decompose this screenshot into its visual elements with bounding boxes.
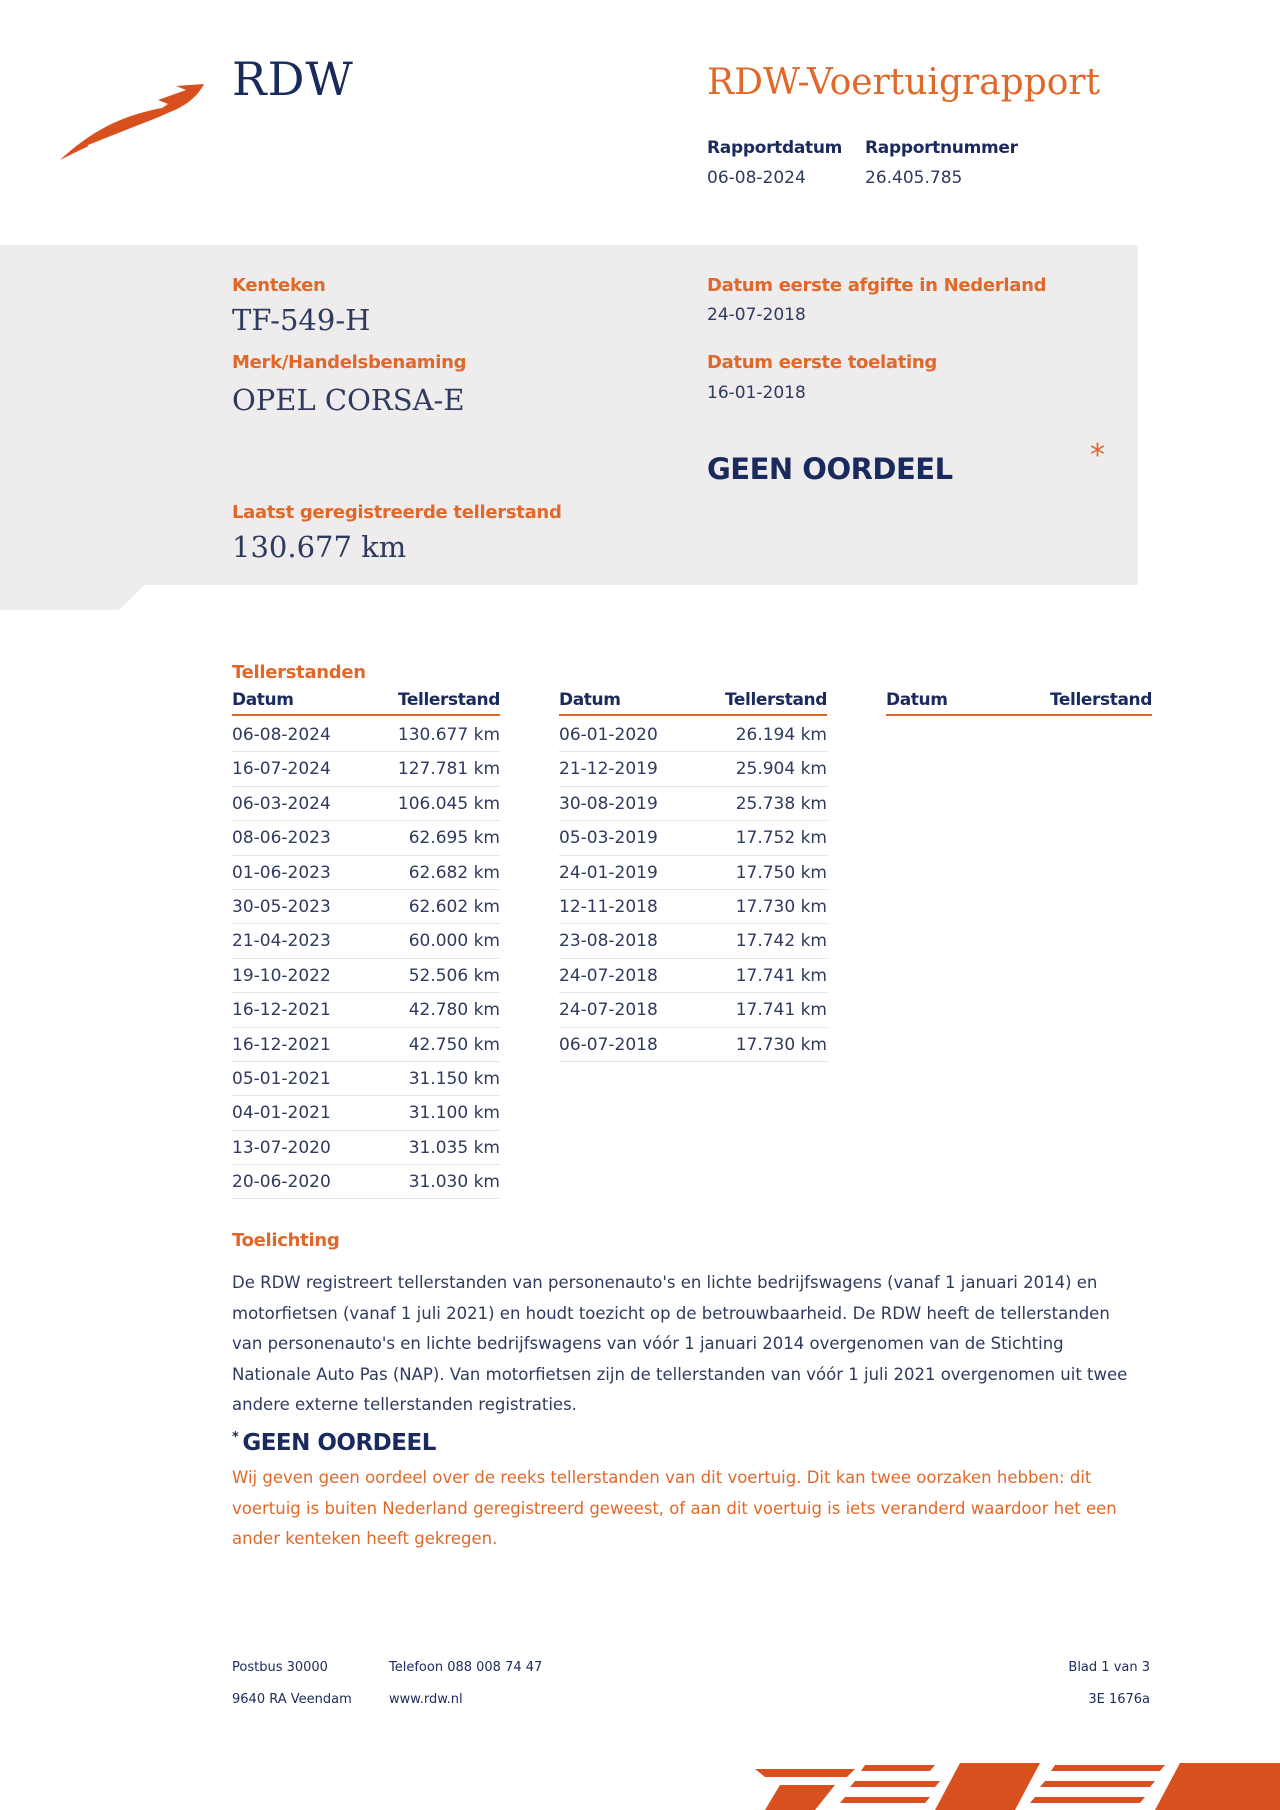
row-date: 06-08-2024 bbox=[232, 725, 331, 745]
table-row bbox=[559, 1028, 827, 1062]
table-row bbox=[232, 1096, 500, 1130]
verdict-note-title bbox=[232, 1430, 436, 1456]
table-row bbox=[559, 924, 827, 958]
table-row bbox=[232, 1062, 500, 1096]
row-reading: 31.030 km bbox=[408, 1172, 500, 1193]
row-reading: 31.035 km bbox=[408, 1137, 500, 1158]
row-date: 04-01-2021 bbox=[232, 1103, 331, 1124]
report-number-value: 26.405.785 bbox=[865, 168, 963, 188]
row-reading: 130.677 km bbox=[397, 725, 500, 745]
row-reading: 25.904 km bbox=[735, 759, 827, 780]
row-date: 06-03-2024 bbox=[232, 793, 331, 814]
row-date: 01-06-2023 bbox=[232, 862, 331, 883]
row-date: 30-08-2019 bbox=[559, 793, 658, 814]
report-date-block bbox=[707, 138, 842, 188]
report-date-value: 06-08-2024 bbox=[707, 168, 806, 188]
footer-web-link[interactable]: www.rdw.nl bbox=[389, 1692, 463, 1707]
table-row bbox=[232, 856, 500, 890]
col-date-header: Datum bbox=[559, 690, 621, 710]
row-date: 05-03-2019 bbox=[559, 828, 658, 849]
verdict-star-marker: * bbox=[1090, 438, 1105, 473]
row-date: 06-07-2018 bbox=[559, 1034, 658, 1055]
table-row bbox=[559, 752, 827, 786]
report-number-block bbox=[865, 138, 1018, 188]
col-reading-header: Tellerstand bbox=[1049, 690, 1152, 710]
row-date: 23-08-2018 bbox=[559, 931, 658, 952]
logo-text: RDW bbox=[232, 52, 354, 106]
odometer-title: Tellerstanden bbox=[232, 662, 366, 683]
footer-doc-code: 3E 1676a bbox=[1088, 1692, 1150, 1707]
table-row bbox=[232, 752, 500, 786]
row-reading: 42.780 km bbox=[408, 1000, 500, 1021]
row-reading: 62.695 km bbox=[408, 828, 500, 849]
table-row bbox=[559, 821, 827, 855]
row-date: 24-01-2019 bbox=[559, 862, 658, 883]
table-row bbox=[232, 1028, 500, 1062]
explanation-text: De RDW registreert tellerstanden van personenauto's en lichte bedrijfswagens (vanaf 1 januari 2014) en motorfietsen (vanaf 1 juli 2021) en houdt toezicht op de betrouwbaarheid. De RDW heeft de tellerstanden van personenauto's en lichte bedrijfswagens van vóór 1 januari 2014 overgenomen van de Stichting Nationale Auto Pas (NAP). Van motorfietsen zijn de tellerstanden van vóór 1 juli 2021 overgenomen uit twee andere externe tellerstanden registraties. bbox=[232, 1273, 1128, 1414]
table-row bbox=[232, 993, 500, 1027]
row-date: 13-07-2020 bbox=[232, 1137, 331, 1158]
row-reading: 17.741 km bbox=[735, 1000, 827, 1021]
make-label: Merk/Handelsbenaming bbox=[232, 352, 467, 373]
plate-label: Kenteken bbox=[232, 275, 326, 296]
odometer-column-1 bbox=[232, 690, 500, 1199]
footer-city: 9640 RA Veendam bbox=[232, 1692, 352, 1707]
vehicle-panel bbox=[0, 245, 1138, 585]
row-reading: 52.506 km bbox=[408, 965, 500, 986]
footer-stripes-icon bbox=[735, 1755, 1280, 1810]
make-value: OPEL CORSA-E bbox=[232, 383, 465, 417]
first-admission-value: 16-01-2018 bbox=[707, 383, 806, 403]
last-odo-value: 130.677 km bbox=[232, 530, 407, 564]
footer-postbus: Postbus 30000 bbox=[232, 1660, 328, 1675]
row-reading: 17.750 km bbox=[735, 862, 827, 883]
explanation-title: Toelichting bbox=[232, 1230, 340, 1251]
table-row bbox=[559, 890, 827, 924]
rdw-logo-icon bbox=[58, 82, 208, 162]
row-date: 30-05-2023 bbox=[232, 896, 331, 917]
col-reading-header: Tellerstand bbox=[724, 690, 827, 710]
report-date-label: Rapportdatum bbox=[707, 138, 843, 158]
odometer-column-2 bbox=[559, 690, 827, 1062]
row-date: 24-07-2018 bbox=[559, 1000, 658, 1021]
row-date: 24-07-2018 bbox=[559, 965, 658, 986]
row-date: 16-12-2021 bbox=[232, 1000, 331, 1021]
row-reading: 60.000 km bbox=[408, 931, 500, 952]
col-date-header: Datum bbox=[886, 690, 948, 710]
verdict-note-marker: * bbox=[232, 1430, 239, 1445]
col-reading-header: Tellerstand bbox=[397, 690, 500, 710]
row-reading: 31.100 km bbox=[408, 1103, 500, 1124]
row-reading: 42.750 km bbox=[408, 1034, 500, 1055]
row-date: 20-06-2020 bbox=[232, 1172, 331, 1193]
first-nl-label: Datum eerste afgifte in Nederland bbox=[707, 275, 1047, 296]
odometer-column-3 bbox=[886, 690, 1152, 716]
row-date: 08-06-2023 bbox=[232, 828, 331, 849]
row-reading: 31.150 km bbox=[408, 1068, 500, 1089]
row-date: 21-12-2019 bbox=[559, 759, 658, 780]
odometer-header bbox=[232, 690, 500, 716]
row-reading: 106.045 km bbox=[397, 793, 500, 814]
odometer-header bbox=[559, 690, 827, 716]
row-date: 16-12-2021 bbox=[232, 1034, 331, 1055]
row-reading: 62.682 km bbox=[408, 862, 500, 883]
row-reading: 62.602 km bbox=[408, 896, 500, 917]
report-number-label: Rapportnummer bbox=[865, 138, 1018, 158]
plate-value: TF-549-H bbox=[232, 303, 371, 337]
row-reading: 127.781 km bbox=[397, 759, 500, 780]
footer-phone: Telefoon 088 008 74 47 bbox=[389, 1660, 543, 1675]
table-row bbox=[232, 924, 500, 958]
table-row bbox=[232, 890, 500, 924]
odometer-header bbox=[886, 690, 1152, 716]
row-reading: 17.741 km bbox=[735, 965, 827, 986]
panel-tab bbox=[0, 585, 145, 610]
col-date-header: Datum bbox=[232, 690, 294, 710]
row-reading: 17.730 km bbox=[735, 896, 827, 917]
last-odo-label: Laatst geregistreerde tellerstand bbox=[232, 502, 562, 523]
table-row bbox=[559, 993, 827, 1027]
row-reading: 17.752 km bbox=[735, 828, 827, 849]
table-row bbox=[232, 1131, 500, 1165]
table-row bbox=[232, 821, 500, 855]
row-reading: 26.194 km bbox=[735, 725, 827, 745]
table-row bbox=[232, 959, 500, 993]
verdict-note-heading: GEEN OORDEEL bbox=[242, 1430, 436, 1456]
table-row bbox=[559, 959, 827, 993]
first-nl-value: 24-07-2018 bbox=[707, 305, 806, 325]
report-title: RDW-Voertuigrapport bbox=[707, 62, 1101, 103]
table-row bbox=[232, 1165, 500, 1199]
first-admission-label: Datum eerste toelating bbox=[707, 352, 937, 373]
row-date: 12-11-2018 bbox=[559, 896, 658, 917]
verdict-badge: GEEN OORDEEL bbox=[707, 452, 953, 486]
verdict-note-text: Wij geven geen oordeel over de reeks tellerstanden van dit voertuig. Dit kan twee oorzaken hebben: dit voertuig is buiten Nederland geregistreerd geweest, of aan dit voertuig is iets veranderd waardoor het een ander kenteken heeft gekregen. bbox=[232, 1468, 1117, 1548]
row-reading: 17.742 km bbox=[735, 931, 827, 952]
row-date: 16-07-2024 bbox=[232, 759, 331, 780]
row-date: 21-04-2023 bbox=[232, 931, 331, 952]
table-row bbox=[232, 787, 500, 821]
table-row bbox=[559, 718, 827, 752]
table-row bbox=[559, 856, 827, 890]
row-date: 06-01-2020 bbox=[559, 725, 658, 745]
row-date: 05-01-2021 bbox=[232, 1068, 331, 1089]
table-row bbox=[559, 787, 827, 821]
footer-page-number: Blad 1 van 3 bbox=[1068, 1660, 1150, 1675]
row-reading: 25.738 km bbox=[735, 793, 827, 814]
row-reading: 17.730 km bbox=[735, 1034, 827, 1055]
table-row bbox=[232, 718, 500, 752]
row-date: 19-10-2022 bbox=[232, 965, 331, 986]
